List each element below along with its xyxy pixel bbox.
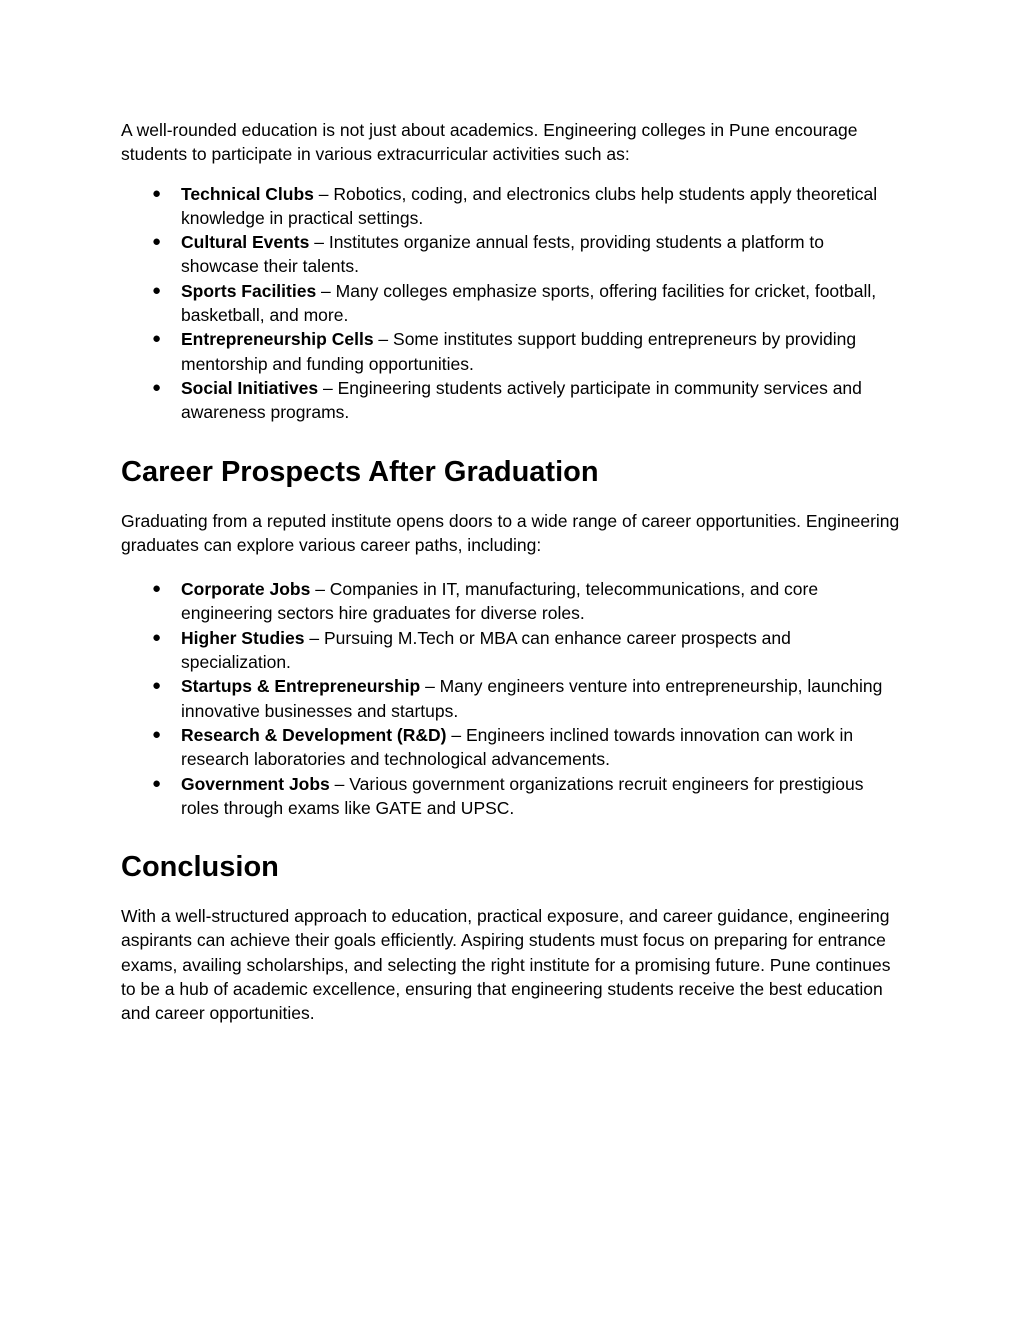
list-item (152, 772, 904, 821)
list-item-desc: – Many engineers venture into entrepreneurship, launching innovative businesses and startups. (181, 676, 883, 721)
list-item-desc: – Pursuing M.Tech or MBA can enhance career prospects and specialization. (181, 627, 791, 673)
list-item-term: Entrepreneurship Cells (181, 329, 374, 350)
list-item (152, 327, 904, 376)
list-item (152, 626, 904, 675)
bullet-icon: ● (152, 580, 162, 598)
list-item (152, 674, 904, 723)
bullet-icon: ● (152, 774, 162, 792)
list-item-desc: – Many colleges emphasize sports, offering facilities for cricket, football, basketball, and more. (181, 280, 877, 326)
career-list (121, 577, 904, 820)
career-intro-paragraph: Graduating from a reputed institute opens doors to a wide range of career opportunities. Engineering graduates can explore various career paths, including: (121, 510, 900, 555)
list-item (152, 577, 904, 626)
list-item-desc: – Companies in IT, manufacturing, telecommunications, and core engineering sectors hire graduates for diverse roles. (181, 579, 819, 624)
bullet-icon: ● (152, 233, 162, 251)
list-item-term: Startups & Entrepreneurship (181, 676, 421, 697)
intro-paragraph: A well-rounded education is not just about academics. Engineering colleges in Pune encourage students to participate in various extracurricular activities such as: (121, 120, 858, 165)
bullet-icon: ● (152, 281, 162, 299)
list-item (152, 182, 904, 231)
list-item-term: Research & Development (R&D) (181, 724, 447, 745)
list-item (152, 230, 904, 279)
list-item-desc: – Institutes organize annual fests, providing students a platform to showcase their talents. (181, 232, 824, 277)
list-item-term: Cultural Events (181, 232, 310, 253)
list-item-term: Social Initiatives (181, 377, 319, 398)
list-item-term: Higher Studies (181, 627, 305, 648)
list-item-term: Sports Facilities (181, 280, 317, 301)
bullet-icon: ● (152, 184, 162, 202)
list-item-desc: – Engineers inclined towards innovation can work in research laboratories and technological advancements. (181, 724, 854, 770)
list-item-desc: – Some institutes support budding entrepreneurs by providing mentorship and funding opportunities. (181, 329, 857, 374)
bullet-icon: ● (152, 330, 162, 348)
list-item-term: Government Jobs (181, 773, 330, 794)
bullet-icon: ● (152, 677, 162, 695)
list-item-desc: – Robotics, coding, and electronics clubs help students apply theoretical knowledge in practical settings. (181, 183, 878, 228)
bullet-icon: ● (152, 725, 162, 743)
list-item-term: Technical Clubs (181, 183, 314, 204)
list-item (152, 279, 904, 328)
list-item (152, 723, 904, 772)
list-item (152, 376, 904, 425)
bullet-icon: ● (152, 628, 162, 646)
conclusion-heading: Conclusion (121, 851, 279, 884)
extracurricular-list (121, 182, 904, 425)
bullet-icon: ● (152, 378, 162, 396)
conclusion-paragraph: With a well-structured approach to education, practical exposure, and career guidance, engineering aspirants can achieve their goals efficiently. Aspiring students must focus on preparing for entrance exams, availing scholarships, and selecting the right institute for a promising future. Pune continues to be a hub of academic excellence, ensuring that engineering students receive the best education and career opportunities. (121, 906, 891, 1024)
list-item-desc: – Engineering students actively participate in community services and awareness programs. (181, 377, 862, 423)
list-item-term: Corporate Jobs (181, 579, 311, 600)
career-heading: Career Prospects After Graduation (121, 455, 599, 488)
list-item-desc: – Various government organizations recruit engineers for prestigious roles through exams like GATE and UPSC. (181, 773, 864, 818)
